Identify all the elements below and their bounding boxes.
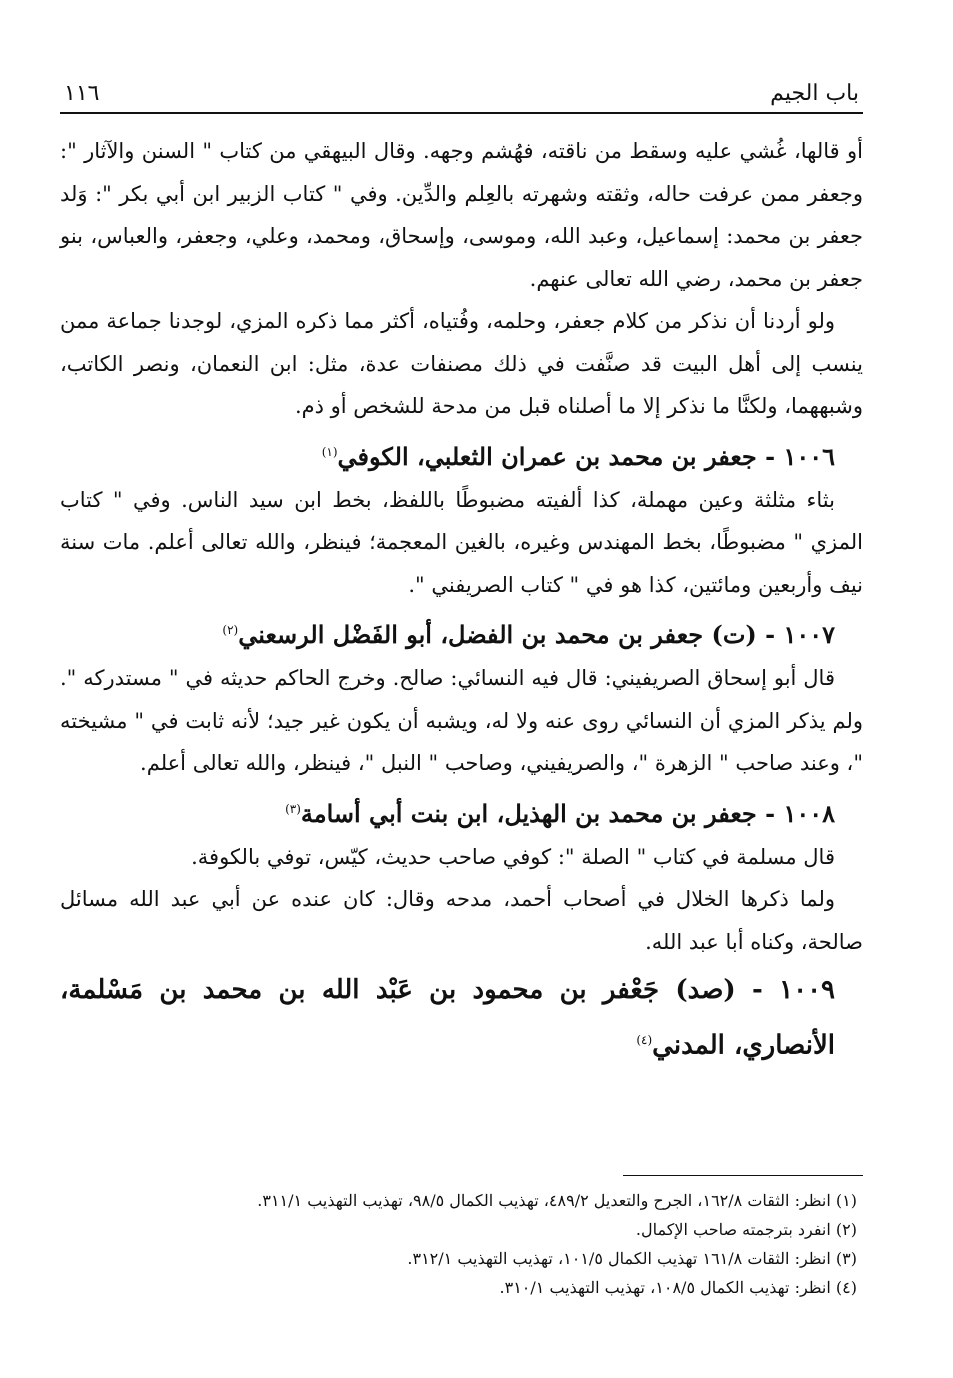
entry-1007-title: ١٠٠٧ - (ت) جعفر بن محمد بن الفضل، أبو الفَضْل الرسعني	[238, 620, 835, 649]
entry-1008-title: ١٠٠٨ - جعفر بن محمد بن الهذيل، ابن بنت أبي أسامة	[300, 798, 835, 828]
footnote-ref-1[interactable]: (١)	[321, 444, 338, 459]
page-header	[60, 72, 863, 114]
page-number: ١١٦	[64, 81, 100, 106]
entry-1007-text: قال أبو إسحاق الصريفيني: قال فيه النسائي: صالح. وخرج الحاكم حديثه في " مستدركه ". ولم يذكر المزي أن النسائي روى عنه ولا له، ويشبه أن يكون غير جيد؛ لأنه ثابت في " مشيخته "، وعند صاحب " الزهرة "، والصريفيني، وصاحب " النبل "، فينظر، والله تعالى أعلم.	[60, 666, 863, 775]
entry-1008-text-2: ولما ذكرها الخلال في أصحاب أحمد، مدحه وقال: كان عنده عن أبي عبد الله مسائل صالحة، وكناه أبا عبد الله.	[60, 887, 863, 954]
footnote-ref-2[interactable]: (٢)	[222, 623, 239, 637]
entry-1008-text-1: قال مسلمة في كتاب " الصلة ": كوفي صاحب حديث، كيّس، توفي بالكوفة.	[191, 844, 835, 869]
entry-1008-heading	[60, 787, 863, 836]
footnotes	[60, 1175, 863, 1302]
footnote-ref-4[interactable]: (٤)	[636, 1033, 653, 1047]
page-body	[60, 130, 863, 1071]
footnote-3: (٣) انظر: الثقات ١٦١/٨ تهذيب الكمال ١٠١/٥، تهذيب التهذيب ٣١٢/١.	[407, 1249, 857, 1268]
paragraph-2: ولو أردنا أن نذكر من كلام جعفر، وحلمه، وفُتياه، أكثر مما ذكره المزي، لوجدنا جماعة ممن ينسب إلى أهل البيت قد صنَّفت في ذلك مصنفات عدة، مثل: ابن النعمان، ونصر الكاتب، وشبههما، ولكنَّا ما نذكر إلا ما أصلناه قبل من مدحة للشخص أو ذم.	[60, 309, 863, 418]
footnote-divider	[623, 1175, 863, 1176]
entry-1006-heading	[60, 430, 863, 479]
chapter-title: باب الجيم	[770, 81, 859, 106]
paragraph-1: أو قالها، غُشي عليه وسقط من ناقته، فهُشم وجهه. وقال البيهقي من كتاب " السنن والآثار ": وجعفر ممن عرفت حاله، وثقته وشهرته بالعِلم والدِّين. وفي " كتاب الزبير ابن أبي بكر ": وَلد جعفر بن محمد: إسماعيل، وعبد الله، وموسى، وإسحاق، ومحمد، وعلي، وجعفر، والعباس، بنو جعفر بن محمد، رضي الله تعالى عنهم.	[60, 139, 863, 291]
entry-1009-title: ١٠٠٩ - (صد) جَعْفر بن محمود بن عَبْد الله بن محمد بن مَسْلمة، الأنصاري، المدني	[60, 975, 835, 1061]
entry-1007-heading	[60, 608, 863, 657]
entry-1009-heading	[60, 965, 863, 1071]
footnote-1: (١) انظر: الثقات ١٦٢/٨، الجرح والتعديل ٤٨٩/٢، تهذيب الكمال ٩٨/٥، تهذيب التهذيب ٣١١/١.	[257, 1191, 857, 1210]
page	[60, 72, 863, 1071]
footnote-4: (٤) انظر: تهذيب الكمال ١٠٨/٥، تهذيب التهذيب ٣١٠/١.	[499, 1278, 857, 1297]
footnote-2: (٢) انفرد بترجمته صاحب الإكمال.	[635, 1220, 857, 1239]
footnote-ref-3[interactable]: (٣)	[285, 801, 301, 816]
entry-1006-text: بثاء مثلثة وعين مهملة، كذا ألفيته مضبوطًا باللفظ، بخط ابن سيد الناس. وفي " كتاب المزي " مضبوطًا، بخط المهندس وغيره، بالغين المعجمة؛ فينظر، والله تعالى أعلم. مات سنة نيف وأربعين ومائتين، كذا هو في " كتاب الصريفني ".	[60, 487, 863, 597]
entry-1006-title: ١٠٠٦ - جعفر بن محمد بن عمران الثعلبي، الكوفي	[337, 441, 835, 471]
